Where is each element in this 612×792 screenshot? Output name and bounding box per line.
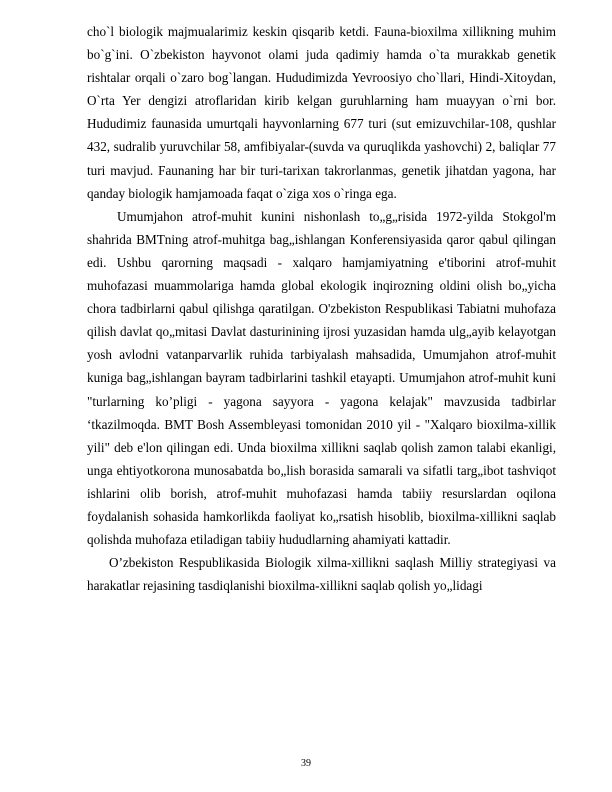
document-page (87, 20, 556, 597)
paragraph-fauna: cho`l biologik majmualarimiz keskin qisqarib ketdi. Fauna-bioxilma xillikning muhim bo`g`ini. O`zbekiston hayvonot olami juda qadimiy hamda o`ta murakkab genetik rishtalar orqali o`zaro bog`langan. Hududimizda Yevroosiyo cho`llari, Hindi-Xitoydan, O`rta Yer dengizi atroflaridan kirib kelgan guruhlarning ham muayyan o`rni bor. Hududimiz faunasida umurtqali hayvonlarning 677 turi (sut emizuvchilar-108, qushlar 432, sudralib yuruvchilar 58, amfibiyalar-(suvda va quruqlikda yashovchi) 2, baliqlar 77 turi mavjud. Faunaning har bir turi-tarixan takrorlanmas, genetik jihatdan yagona, har qanday biologik hamjamoada faqat o`ziga xos o`ringa ega. (87, 24, 556, 201)
page-number: 39 (301, 758, 311, 769)
paragraph-environment-day: Umumjahon atrof-muhit kunini nishonlash to„g„risida 1972-yilda Stokgol'm shahrida BMTning atrof-muhitga bag„ishlangan Konferensiyasida qaror qabul qilingan edi. Ushbu qarorning maqsadi - xalqaro hamjamiyatning e'tiborini atrof-muhit muhofazasi muammolariga hamda global ekologik inqirozning oldini olish bo„yicha chora tadbirlarni qabul qilishga qaratilgan. O'zbekiston Respublikasi Tabiatni muhofaza qilish davlat qo„mitasi Davlat dasturinining ijrosi yuzasidan hamda ulg„ayib kelayotgan yosh avlodni vatanparvarlik ruhida tarbiyalash mahsadida, Umumjahon atrof-muhit kuniga bag„ishlangan bayram tadbirlarini tashkil etayapti. Umumjahon atrof-muhit kuni "turlarning ko’pligi - yagona sayyora - yagona kelajak" mavzusida tadbirlar ‘tkazilmoqda. BMT Bosh Assembleyasi tomonidan 2010 yil - "Xalqaro bioxilma-xillik yili" deb e'lon qilingan edi. Unda bioxilma xillikni saqlab qolish zamon talabi ekanligi, unga ehtiyotkorona munosabatda bo„lish borasida samarali va sifatli targ„ibot tashviqot ishlarini olib borish, atrof-muhit muhofazasi hamda tabiiy resurslardan oqilona foydalanish sohasida hamkorlikda faoliyat ko„rsatish hisoblib, bioxilma-xillikni saqlab qolishda muhofaza etiladigan tabiiy hududlarning ahamiyati kattadir. (87, 208, 556, 548)
paragraph-national-strategy: O’zbekiston Respublikasida Biologik xilma-xillikni saqlash Milliy strategiyasi va harakatlar rejasining tasdiqlanishi bioxilma-xillikni saqlab qolish yo„lidagi (87, 555, 556, 594)
